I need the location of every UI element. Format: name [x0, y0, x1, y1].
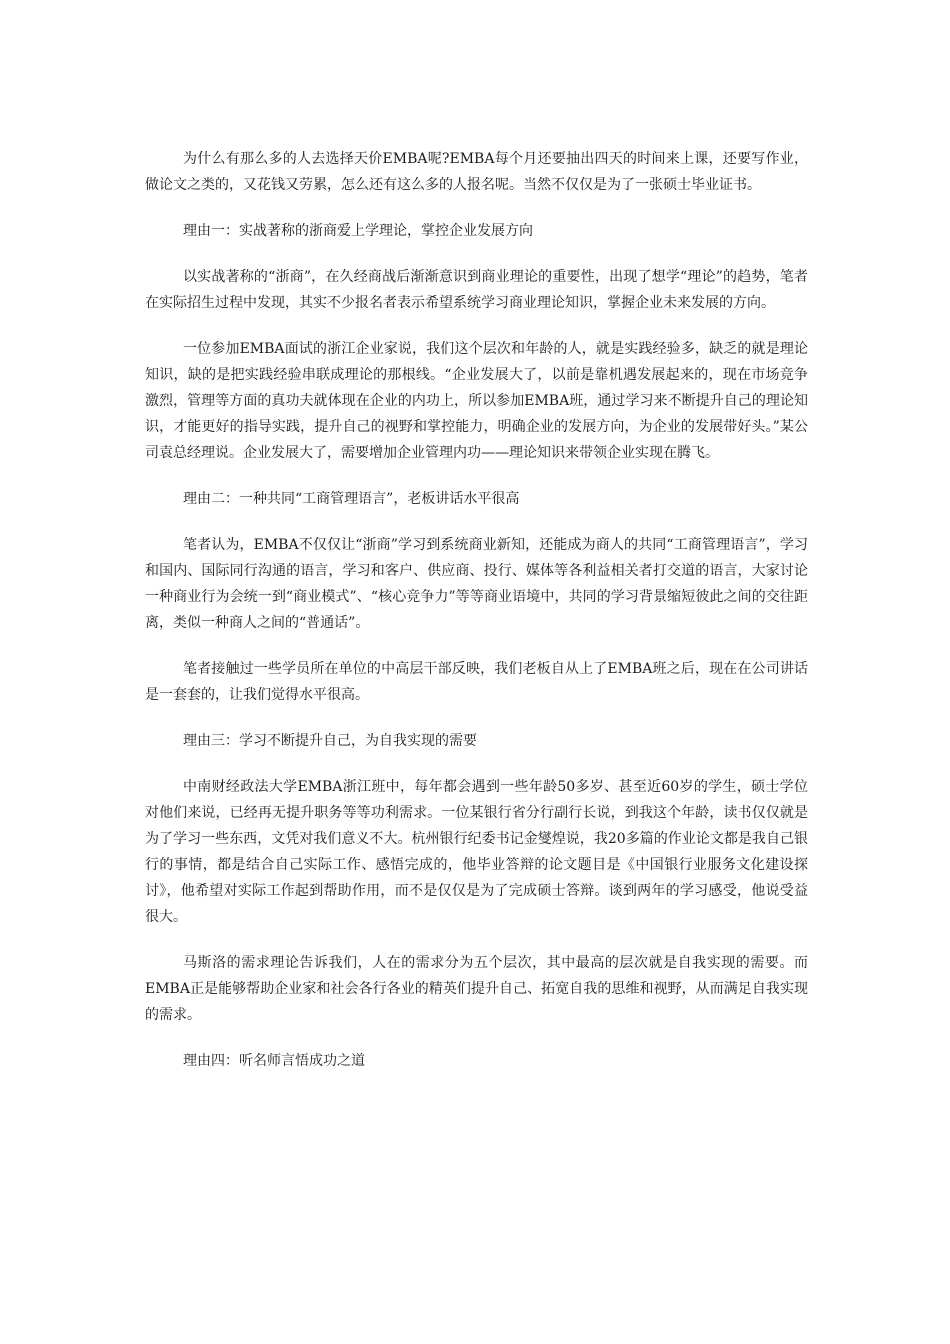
intro-paragraph: 为什么有那么多的人去选择天价EMBA呢?EMBA每个月还要抽出四天的时间来上课，还要写作业，做论文之类的，又花钱又劳累，怎么还有这么多的人报名呢。当然不仅仅是为了一张硕士毕业证书。 [145, 151, 808, 193]
reason-three-heading: 理由三：学习不断提升自己，为自我实现的需要 [183, 733, 477, 749]
reason-four-heading: 理由四：听名师言悟成功之道 [183, 1053, 365, 1069]
reason-one-paragraph-1: 以实战著称的“浙商”，在久经商战后渐渐意识到商业理论的重要性，出现了想学“理论”的趋势，笔者在实际招生过程中发现，其实不少报名者表示希望系统学习商业理论知识，掌握企业未来发展的方向。 [145, 269, 808, 311]
reason-two-heading: 理由二：一种共同“工商管理语言”，老板讲话水平很高 [183, 491, 520, 507]
document-body [145, 146, 808, 1094]
reason-one-heading: 理由一：实战著称的浙商爱上学理论，掌控企业发展方向 [183, 223, 533, 239]
reason-three-paragraph-1: 中南财经政法大学EMBA浙江班中，每年都会遇到一些年龄50多岁、甚至近60岁的学生，硕士学位对他们来说，已经再无提升职务等等功利需求。一位某银行省分行副行长说，到我这个年龄，读书仅仅就是为了学习一些东西，文凭对我们意义不大。杭州银行纪委书记金燮煌说，我20多篇的作业论文都是我自己银行的事情，都是结合自己实际工作、感悟完成的，他毕业答辩的论文题目是《中国银行业服务文化建设探讨》，他希望对实际工作起到帮助作用，而不是仅仅是为了完成硕士答辩。谈到两年的学习感受，他说受益很大。 [145, 779, 808, 925]
reason-one-paragraph-2: 一位参加EMBA面试的浙江企业家说，我们这个层次和年龄的人，就是实践经验多，缺乏的就是理论知识，缺的是把实践经验串联成理论的那根线。“企业发展大了，以前是靠机遇发展起来的，现在市场竞争激烈，管理等方面的真功夫就体现在企业的内功上，所以参加EMBA班，通过学习来不断提升自己的理论知识，才能更好的指导实践，提升自己的视野和掌控能力，明确企业的发展方向，为企业的发展带好头。”某公司袁总经理说。企业发展大了，需要增加企业管理内功——理论知识来带领企业实现在腾飞。 [145, 341, 808, 461]
reason-three-paragraph-2: 马斯洛的需求理论告诉我们，人在的需求分为五个层次，其中最高的层次就是自我实现的需要。而EMBA正是能够帮助企业家和社会各行各业的精英们提升自己、拓宽自我的思维和视野，从而满足自我实现的需求。 [145, 955, 808, 1023]
reason-two-paragraph-2: 笔者接触过一些学员所在单位的中高层干部反映，我们老板自从上了EMBA班之后，现在在公司讲话是一套套的，让我们觉得水平很高。 [145, 661, 808, 703]
reason-two-paragraph-1: 笔者认为，EMBA不仅仅让“浙商”学习到系统商业新知，还能成为商人的共同“工商管理语言”，学习和国内、国际同行沟通的语言，学习和客户、供应商、投行、媒体等各利益相关者打交道的语言，大家讨论一种商业行为会统一到“商业模式”、“核心竞争力”等等商业语境中，共同的学习背景缩短彼此之间的交往距离，类似一种商人之间的“普通话”。 [145, 537, 808, 631]
